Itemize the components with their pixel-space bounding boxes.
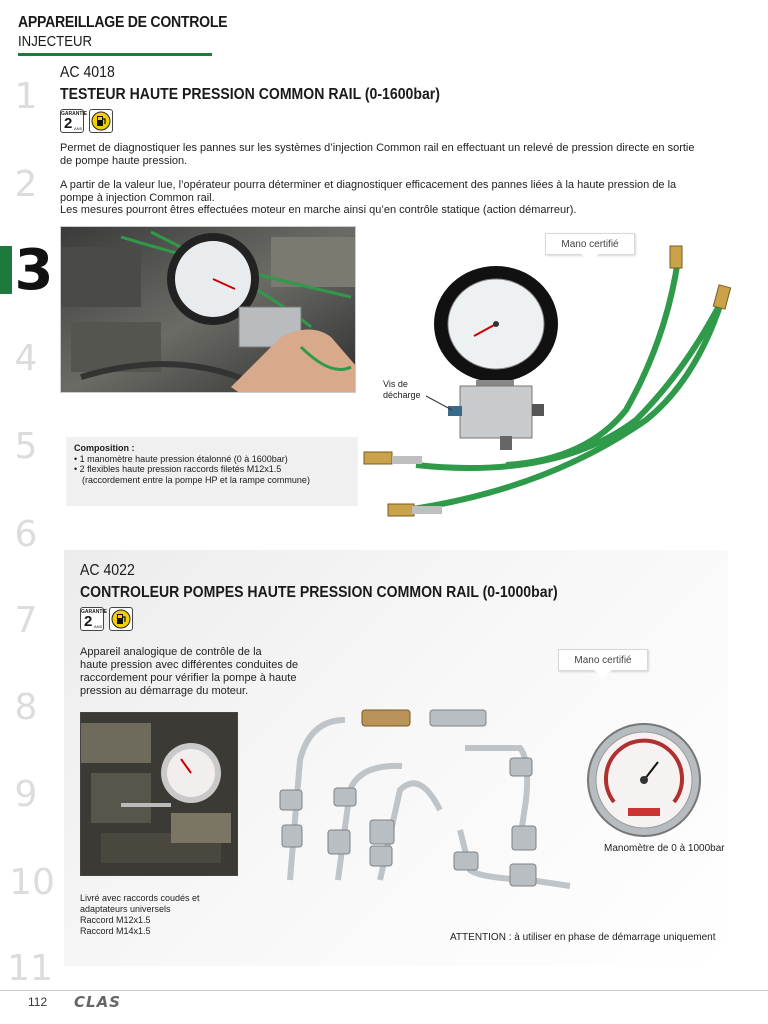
certified-gauge-callout: Mano certifié	[558, 649, 648, 679]
chapter-tab-3[interactable]: 3	[14, 238, 54, 303]
product-title: TESTEUR HAUTE PRESSION COMMON RAIL (0-1600bar)	[60, 86, 440, 103]
product-description: Appareil analogique de contrôle de la haute pression avec différentes conduites de raccordement pour vérifier la pompe à haute pression au démarrage du moteur.	[80, 646, 299, 697]
pressure-gauge-image	[584, 722, 704, 838]
fuel-pump-icon	[109, 607, 133, 631]
composition-item: • 1 manomètre haute pression étalonné (0 à 1600bar)	[74, 453, 288, 464]
engine-test-photo	[60, 226, 356, 393]
chapter-tab-7[interactable]: 7	[14, 600, 38, 641]
chapter-tab-5[interactable]: 5	[14, 426, 38, 467]
section-title: APPAREILLAGE DE CONTROLE	[18, 14, 228, 31]
chapter-tab-9[interactable]: 9	[14, 774, 38, 815]
product-ref: AC 4022	[80, 562, 135, 579]
chapter-tab-10[interactable]: 10	[9, 862, 55, 903]
certified-gauge-callout: Mano certifié	[545, 233, 635, 263]
delivered-with-note: Livré avec raccords coudés et adaptateurs universels Raccord M12x1.5 Raccord M14x1.5	[80, 893, 200, 936]
product-ref: AC 4018	[60, 64, 115, 81]
guarantee-badge: GARANTIE 2 ANS	[81, 609, 108, 630]
fittings-illustration	[270, 700, 590, 900]
chapter-tab-2[interactable]: 2	[14, 164, 38, 205]
composition-item: • 2 flexibles haute pression raccords filetés M12x1.5	[74, 464, 282, 474]
composition-box	[66, 437, 358, 506]
header-divider	[18, 53, 212, 56]
attention-note: ATTENTION : à utiliser en phase de démarrage uniquement	[450, 932, 716, 943]
chapter-tab-8[interactable]: 8	[14, 687, 38, 728]
footer-divider	[0, 990, 768, 991]
chapter-tab-4[interactable]: 4	[14, 338, 38, 379]
product-description: Permet de diagnostiquer les pannes sur les systèmes d’injection Common rail en effectuant un relevé de pression directe en sortie de pompe haute pression.	[60, 142, 695, 167]
brand-logo: CLAS	[74, 993, 121, 1011]
chapter-tab-11[interactable]: 11	[7, 948, 53, 989]
composition-heading: Composition :	[74, 443, 135, 453]
product-description-2: A partir de la valeur lue, l’opérateur pourra déterminer et diagnostiquer efficacement des pannes liées à la haute pression de la pompe à injection Common rail.	[60, 179, 677, 204]
product-title: CONTROLEUR POMPES HAUTE PRESSION COMMON RAIL (0-1000bar)	[80, 584, 558, 601]
section-subtitle: INJECTEUR	[18, 33, 93, 50]
relief-screw-label: Vis de décharge	[383, 379, 421, 400]
guarantee-badge: GARANTIE 2 ANS	[61, 111, 88, 132]
chapter-tab-1[interactable]: 1	[14, 76, 38, 117]
fuel-pump-icon	[89, 109, 113, 133]
pump-test-photo	[80, 712, 238, 876]
chapter-tab-6[interactable]: 6	[14, 514, 38, 555]
page-number: 112	[28, 995, 48, 1009]
composition-item: (raccordement entre la pompe HP et la rampe commune)	[82, 474, 310, 485]
product-description-3: Les mesures pourront êtres effectuées moteur en marche ainsi qu’en contrôle statique (action démarreur).	[60, 204, 577, 216]
gauge-caption: Manomètre de 0 à 1000bar	[604, 843, 725, 854]
